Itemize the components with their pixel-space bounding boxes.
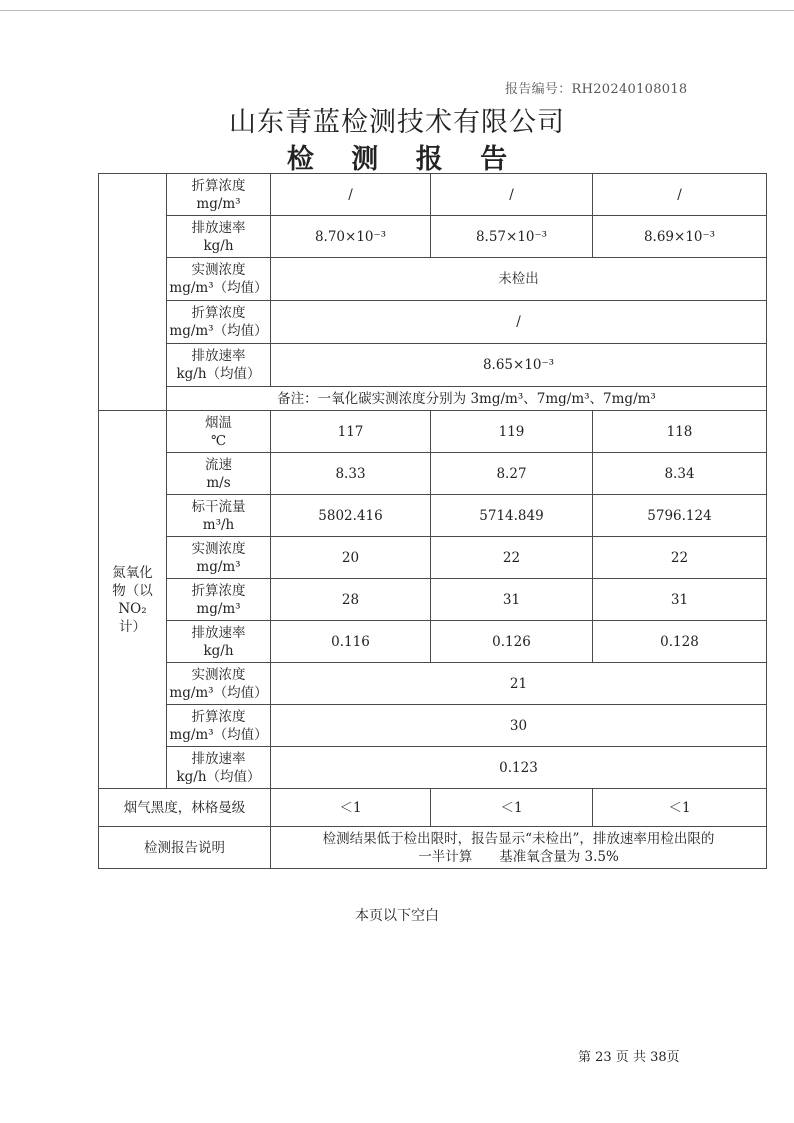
table-row [99,747,767,789]
table-row [99,387,767,411]
nox-group-label: 氮氧化 物（以 NO₂ 计） [99,411,167,789]
value-cell: 119 [431,411,593,453]
table-row [99,827,767,869]
value-cell: 8.70×10⁻³ [271,216,431,258]
param-label: 折算浓度 mg/m³ [167,174,271,216]
merged-value-cell: / [271,301,767,344]
table-row [99,495,767,537]
report-table [98,173,767,869]
merged-value-cell: 21 [271,663,767,705]
value-cell: 8.33 [271,453,431,495]
param-label: 实测浓度 mg/m³（均值） [167,663,271,705]
table-row [99,705,767,747]
blank-note: 本页以下空白 [355,908,439,924]
value-cell: 28 [271,579,431,621]
value-cell: 8.34 [593,453,767,495]
table-row [99,344,767,387]
value-cell: 20 [271,537,431,579]
company-name: 山东青蓝检测技术有限公司 [229,107,565,138]
value-cell: / [431,174,593,216]
table-row [99,663,767,705]
param-label: 排放速率 kg/h [167,216,271,258]
param-label: 折算浓度 mg/m³（均值） [167,301,271,344]
report-number: 报告编号：RH20240108018 [505,82,688,97]
value-cell: 8.69×10⁻³ [593,216,767,258]
value-cell: 0.128 [593,621,767,663]
param-label: 实测浓度 mg/m³（均值） [167,258,271,301]
value-cell: 117 [271,411,431,453]
value-cell: ＜1 [431,789,593,827]
explain-text: 检测结果低于检出限时，报告显示“未检出”，排放速率用检出限的 一半计算 基准氧含量为 3.5% [271,827,767,869]
value-cell: / [593,174,767,216]
value-cell: 8.27 [431,453,593,495]
value-cell: 118 [593,411,767,453]
value-cell: 22 [431,537,593,579]
param-label: 标干流量 m³/h [167,495,271,537]
table-row [99,789,767,827]
merged-value-cell: 30 [271,705,767,747]
table-row [99,216,767,258]
value-cell: / [271,174,431,216]
param-label: 流速 m/s [167,453,271,495]
value-cell: ＜1 [593,789,767,827]
param-label: 排放速率 kg/h（均值） [167,747,271,789]
table-row [99,411,767,453]
value-cell: 8.57×10⁻³ [431,216,593,258]
merged-value-cell: 8.65×10⁻³ [271,344,767,387]
value-cell: 0.116 [271,621,431,663]
merged-value-cell: 0.123 [271,747,767,789]
param-label: 烟温 ℃ [167,411,271,453]
value-cell: 31 [431,579,593,621]
table-row [99,579,767,621]
value-cell: 0.126 [431,621,593,663]
table-row [99,453,767,495]
table-row [99,537,767,579]
value-cell: ＜1 [271,789,431,827]
table-row [99,174,767,216]
table-row [99,301,767,344]
group-cell-continued [99,174,167,411]
value-cell: 5796.124 [593,495,767,537]
smoke-label: 烟气黑度，林格曼级 [99,789,271,827]
param-label: 排放速率 kg/h（均值） [167,344,271,387]
note-cell: 备注：一氧化碳实测浓度分别为 3mg/m³、7mg/m³、7mg/m³ [167,387,767,411]
value-cell: 5802.416 [271,495,431,537]
param-label: 实测浓度 mg/m³ [167,537,271,579]
value-cell: 5714.849 [431,495,593,537]
value-cell: 31 [593,579,767,621]
page-number: 第 23 页 共 38页 [578,1050,680,1065]
table-row [99,621,767,663]
param-label: 折算浓度 mg/m³（均值） [167,705,271,747]
page-title: 检 测 报 告 [286,144,522,175]
param-label: 排放速率 kg/h [167,621,271,663]
param-label: 折算浓度 mg/m³ [167,579,271,621]
value-cell: 22 [593,537,767,579]
explain-label: 检测报告说明 [99,827,271,869]
top-rule [0,10,794,11]
table-row [99,258,767,301]
merged-value-cell: 未检出 [271,258,767,301]
